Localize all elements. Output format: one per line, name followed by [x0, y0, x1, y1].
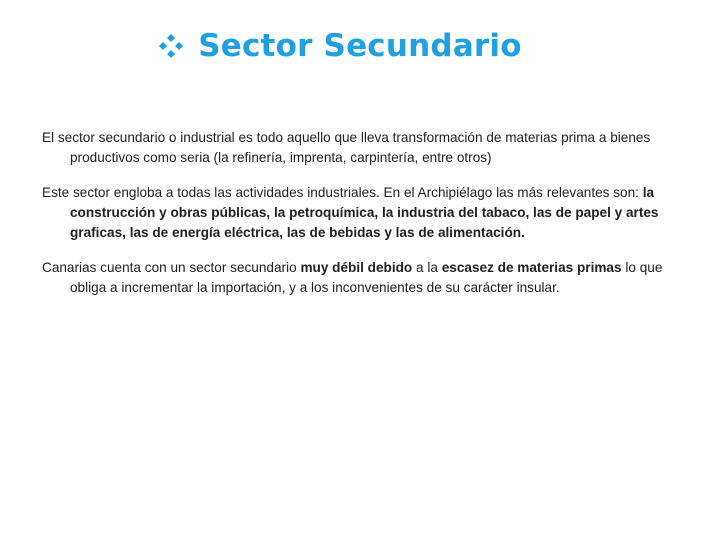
paragraph-bold-text: la construcción y obras públicas, la petroquímica, la industria del tabaco, las de papel y artes graficas, las de energía eléctrica, las de bebidas y las de alimentación.	[70, 185, 659, 240]
paragraph-bold-text: escasez de materias primas	[441, 260, 622, 275]
paragraph-text: Canarias cuenta con un sector secundario	[42, 260, 301, 275]
paragraph-canarias	[42, 258, 682, 298]
paragraph-definition	[42, 128, 682, 168]
slide-body	[42, 128, 682, 313]
diamond-bullet-icon	[158, 33, 184, 59]
paragraph-text: Este sector engloba a todas las actividades industriales. En el Archipiélago las más relevantes son:	[42, 185, 643, 200]
paragraph-text: El sector secundario o industrial es todo aquello que lleva transformación de materias prima a bienes productivos como seria (la refinería, imprenta, carpintería, entre otros)	[42, 130, 651, 165]
paragraph-bold-text: muy débil debido	[300, 260, 413, 275]
paragraph-text: lo que obliga a incrementar la importación, y a los inconvenientes de su carácter insular.	[70, 260, 663, 295]
slide-title: Sector Secundario	[198, 28, 522, 64]
paragraph-text: a la	[412, 260, 442, 275]
title-row	[0, 28, 720, 64]
paragraph-activities	[42, 183, 682, 243]
